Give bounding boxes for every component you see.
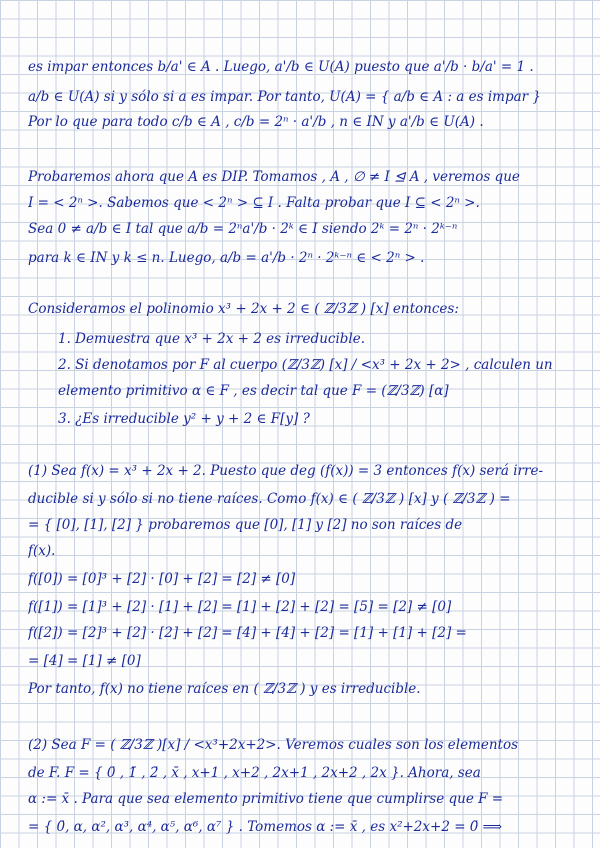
note-line-18: f([1]) = [1]³ + [2] · [1] + [2] = [1] + [2] + [2] = [5] = [2] ≠ [0] <box>28 599 452 615</box>
note-line-22: (2) Sea F = ( ℤ/3ℤ )[x] / <x³+2x+2>. Veremos cuales son los elementos <box>28 737 519 753</box>
note-line-1: es impar entonces b/a' ∈ A . Luego, a'/b ∈ U(A) puesto que a'/b · b/a' = 1 . <box>28 59 534 75</box>
note-line-4: Probaremos ahora que A es DIP. Tomamos , A , ∅ ≠ I ⊴ A , veremos que <box>28 169 520 185</box>
note-line-24: α := x̄ . Para que sea elemento primitivo tiene que cumplirse que F = <box>28 791 504 807</box>
note-line-17: f([0]) = [0]³ + [2] · [0] + [2] = [2] ≠ [0] <box>28 571 296 587</box>
exercise-item-1: 1. Demuestra que x³ + 2x + 2 es irreducible. <box>58 331 366 347</box>
note-line-6: Sea 0 ≠ a/b ∈ I tal que a/b = 2ⁿa'/b · 2ᵏ ∈ I siendo 2ᵏ = 2ⁿ · 2ᵏ⁻ⁿ <box>28 221 458 237</box>
note-line-25: = { 0̄, α, α², α³, α⁴, α⁵, α⁶, α⁷ } . Tomemos α := x̄ , es x²+2x+2 = 0̄ ⟹ <box>28 819 503 835</box>
note-line-2: a/b ∈ U(A) si y sólo si a es impar. Por tanto, U(A) = { a/b ∈ A : a es impar } <box>28 89 541 105</box>
note-line-23: de F. F = { 0̄ , 1̄ , 2̄ , x̄ , x+1 , x+2 , 2x+1 , 2x+2 , 2x }. Ahora, sea <box>28 765 481 781</box>
note-line-3: Por lo que para todo c/b ∈ A , c/b = 2ⁿ · a'/b , n ∈ IN y a'/b ∈ U(A) . <box>28 114 484 130</box>
exercise-item-2: 2. Si denotamos por F al cuerpo (ℤ/3ℤ) [x] / <x³ + 2x + 2> , calculen un <box>58 357 553 373</box>
note-line-21: Por tanto, f(x) no tiene raíces en ( ℤ/3ℤ ) y es irreducible. <box>28 681 421 697</box>
exercise-item-2-cont: elemento primitivo α ∈ F , es decir tal que F = (ℤ/3ℤ) [α] <box>58 383 449 399</box>
note-line-8: Consideramos el polinomio x³ + 2x + 2 ∈ ( ℤ/3ℤ ) [x] entonces: <box>28 301 459 317</box>
note-line-14: ducible si y sólo si no tiene raíces. Como f(x) ∈ ( ℤ/3ℤ ) [x] y ( ℤ/3ℤ ) = <box>28 491 511 507</box>
note-line-13: (1) Sea f(x) = x³ + 2x + 2. Puesto que deg (f(x)) = 3 entonces f(x) será irre- <box>28 463 544 479</box>
note-line-19: f([2]) = [2]³ + [2] · [2] + [2] = [4] + [4] + [2] = [1] + [1] + [2] = <box>28 625 467 641</box>
exercise-item-3: 3. ¿Es irreducible y² + y + 2 ∈ F[y] ? <box>58 411 310 427</box>
note-line-20: = [4] = [1] ≠ [0] <box>28 653 141 669</box>
note-line-7: para k ∈ IN y k ≤ n. Luego, a/b = a'/b · 2ⁿ · 2ᵏ⁻ⁿ ∈ < 2ⁿ > . <box>28 250 425 266</box>
note-line-16: f(x). <box>28 543 56 559</box>
note-line-15: = { [0], [1], [2] } probaremos que [0], [1] y [2] no son raíces de <box>28 517 463 533</box>
note-line-5: I = < 2ⁿ >. Sabemos que < 2ⁿ > ⊆ I . Falta probar que I ⊆ < 2ⁿ >. <box>28 195 480 211</box>
